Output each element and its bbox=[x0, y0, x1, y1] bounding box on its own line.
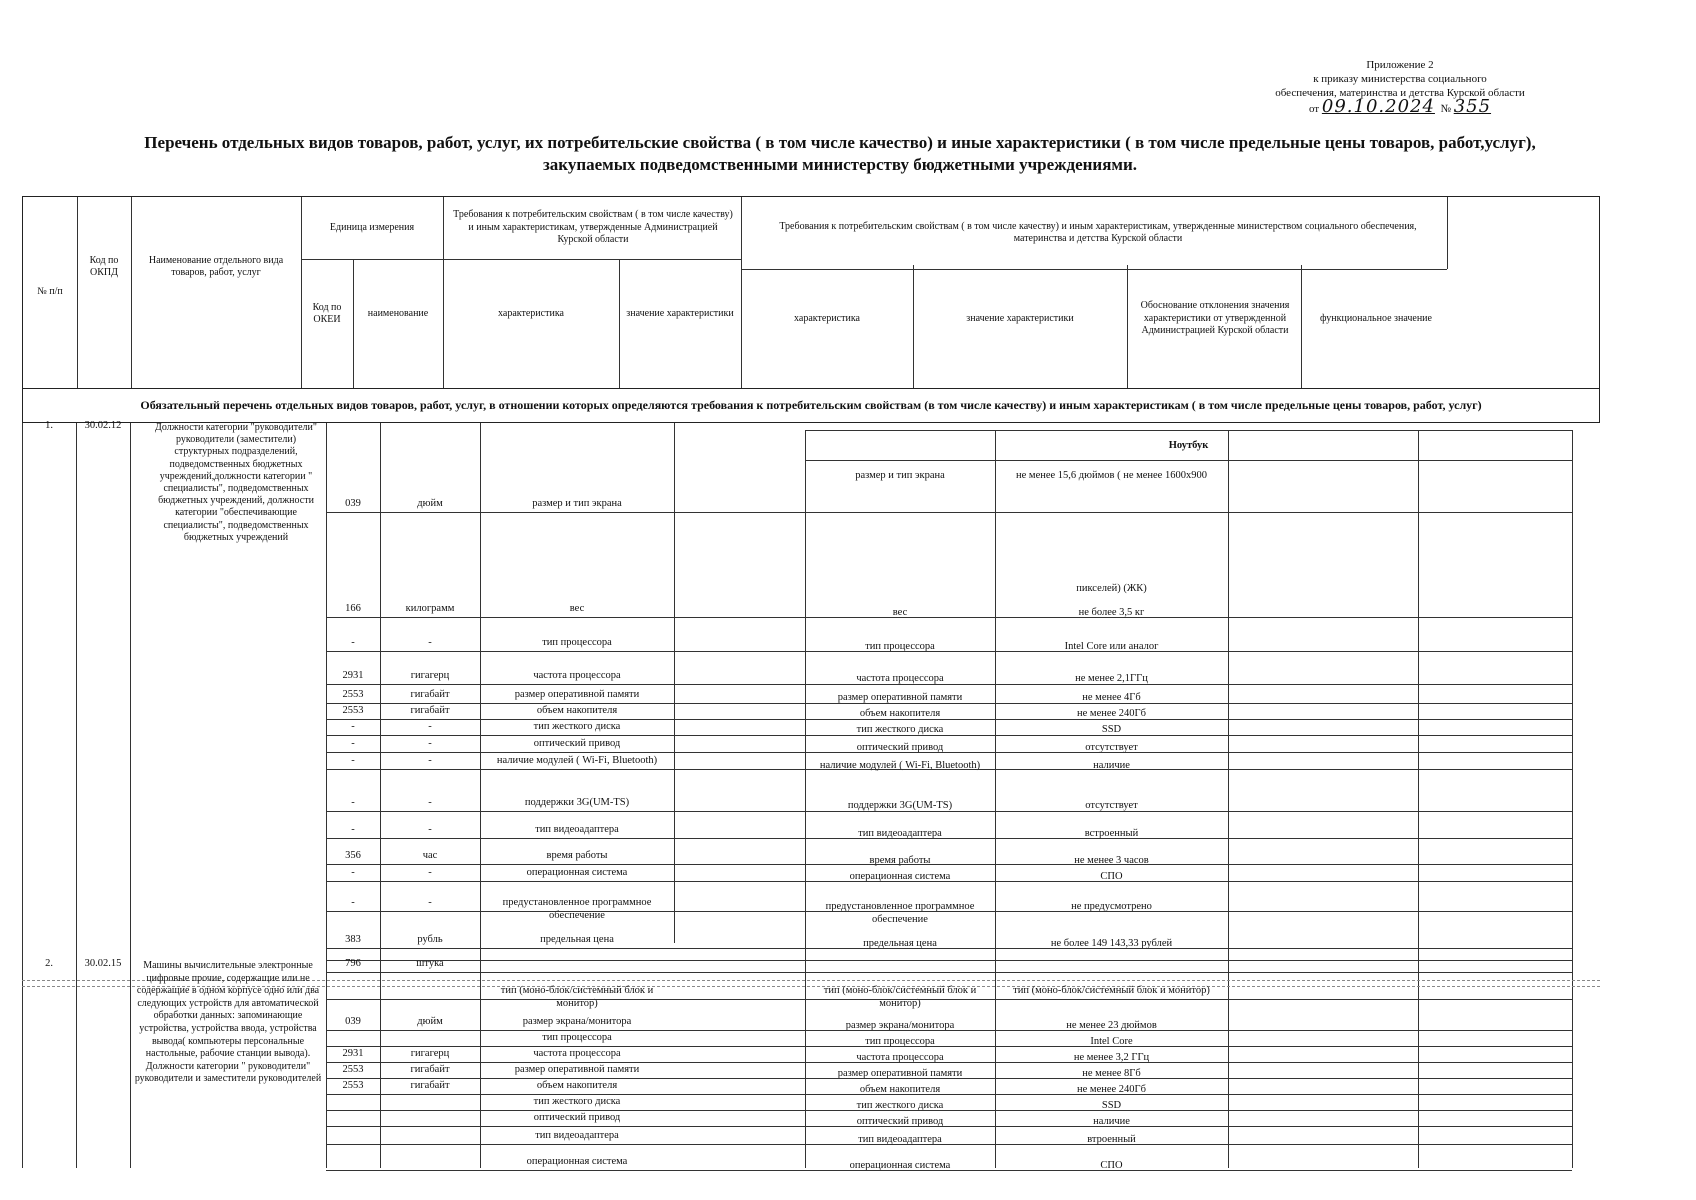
item1-row-3-code: 2931 bbox=[342, 670, 364, 681]
item2-row-10-mval: СПО bbox=[1100, 1160, 1123, 1171]
item1-product-label: Ноутбук bbox=[1168, 440, 1209, 451]
item2-row-2-code: 039 bbox=[345, 1016, 361, 1027]
header-req-admin-val: значение характеристики bbox=[626, 307, 734, 319]
header-req-admin: Требования к потребительским свойствам ( в том числе качеству) и иным характеристикам, утвержденные Администрацией Курской области bbox=[453, 209, 733, 246]
handwritten-date: 09.10.2024 bbox=[1321, 96, 1435, 117]
number-prefix: № bbox=[1440, 103, 1451, 115]
item1-row-9-mchar: поддержки 3G(UM-TS) bbox=[847, 800, 953, 811]
item1-row-11-mchar: время работы bbox=[869, 855, 931, 866]
item1-row-12-mval: СПО bbox=[1100, 871, 1123, 882]
item1-row-11-char: время работы bbox=[546, 850, 608, 861]
item1-row-12-char: операционная система bbox=[526, 867, 628, 878]
handwritten-number: 355 bbox=[1453, 96, 1492, 117]
header-req-min-char: характеристика bbox=[794, 312, 860, 324]
item1-row-8-char: наличие модулей ( Wi-Fi, Bluetooth) bbox=[496, 755, 658, 766]
header-req-min-val: значение характеристики bbox=[966, 312, 1074, 324]
item1-row-5-code: 2553 bbox=[342, 705, 364, 716]
item1-row-4-code: 2553 bbox=[342, 689, 364, 700]
item2-okpd: 30.02.15 bbox=[84, 958, 122, 969]
item2-row-4-code: 2931 bbox=[342, 1048, 364, 1059]
item1-row-5-char: объем накопителя bbox=[536, 705, 618, 716]
appendix-line-2: к приказу министерства социального bbox=[1313, 73, 1487, 85]
item2-row-10-char: операционная система bbox=[526, 1156, 628, 1167]
item1-row-7-unit: - bbox=[428, 738, 432, 749]
item2-row-1-char: тип (моно-блок/системный блок и монитор) bbox=[500, 985, 654, 1009]
item1-row-14-mchar: предельная цена bbox=[863, 938, 937, 949]
item1-row-9-code: - bbox=[351, 797, 355, 808]
item1-name: Должности категории "руководители" руководители (заместители) структурных подразделений, подведомственных бюджетных учреждений,должности категории " специалисты", подведомственных бюджетных учреждений, должности категории "обеспечивающие специалисты", подведомственных бюджетных учреждений bbox=[155, 422, 317, 543]
item2-row-1-mchar: тип (моно-блок/системный блок и монитор) bbox=[823, 985, 977, 1009]
item1-row-0-mval: не менее 15,6 дюймов ( не менее 1600х900 bbox=[1016, 470, 1207, 481]
item2-row-8-mval: наличие bbox=[1093, 1116, 1130, 1127]
item1-row-10-code: - bbox=[351, 824, 355, 835]
item1-row-3-mval: не менее 2,1ГГц bbox=[1075, 673, 1148, 684]
item1-row-1-unit: килограмм bbox=[405, 603, 455, 614]
appendix-line-3: обеспечения, материнства и детства Курской области bbox=[1275, 87, 1525, 99]
appendix-line-1: Приложение 2 bbox=[1366, 59, 1434, 71]
header-functional: функциональное значение bbox=[1320, 312, 1432, 324]
item1-row-11-code: 356 bbox=[345, 850, 361, 861]
item1-row-12-mchar: операционная система bbox=[849, 871, 951, 882]
item1-row-4-char: размер оперативной памяти bbox=[514, 689, 640, 700]
item1-row-0-char: размер и тип экрана bbox=[532, 498, 622, 509]
item1-row-12-unit: - bbox=[428, 867, 432, 878]
item1-row-13-mchar: предустановленное программное обеспечение bbox=[825, 901, 975, 925]
item1-row-7-mval: отсутствует bbox=[1085, 742, 1138, 753]
section-banner: Обязательный перечень отдельных видов товаров, работ, услуг, в отношении которых определяются требования к потребительским свойствам (в том числе качеству) и иным характеристикам ( в том числе предельные цены товаров, работ, услуг) bbox=[22, 389, 1600, 423]
item2-row-10-mchar: операционная система bbox=[849, 1160, 951, 1171]
item1-row-1-char: вес bbox=[569, 603, 585, 614]
item1-row-11-unit: час bbox=[422, 850, 438, 861]
item1-row-13-code: - bbox=[351, 897, 355, 908]
item1-row-8-unit: - bbox=[428, 755, 432, 766]
item2-row-5-mchar: размер оперативной памяти bbox=[837, 1068, 963, 1079]
item2-row-5-code: 2553 bbox=[342, 1064, 364, 1075]
item1-row-13-char: предустановленное программное обеспечение bbox=[502, 897, 652, 921]
item2-row-6-mval: не менее 240Гб bbox=[1077, 1084, 1146, 1095]
item2-row-3-mchar: тип процессора bbox=[865, 1036, 935, 1047]
item2-row-3-char: тип процессора bbox=[542, 1032, 612, 1043]
item1-row-0-mval2: пикселей) (ЖК) bbox=[1076, 583, 1147, 594]
item2-num: 2. bbox=[45, 958, 53, 969]
item1-row-10-mval: встроенный bbox=[1084, 828, 1139, 839]
item2-row-7-mchar: тип жесткого диска bbox=[856, 1100, 944, 1111]
item1-row-4-unit: гигабайт bbox=[410, 689, 450, 700]
header-unit: Единица измерения bbox=[329, 221, 415, 233]
item1-row-6-mval: SSD bbox=[1101, 724, 1122, 735]
item1-row-1-code: 166 bbox=[345, 603, 361, 614]
item1-row-2-code: - bbox=[351, 637, 355, 648]
item1-row-13-unit: - bbox=[428, 897, 432, 908]
item2-row-2-char: размер экрана/монитора bbox=[522, 1016, 632, 1027]
item2-row-9-char: тип видеоадаптера bbox=[535, 1130, 619, 1141]
item1-row-10-mchar: тип видеоадаптера bbox=[858, 828, 942, 839]
item2-row-1-mval: тип (моно-блок/системный блок и монитор) bbox=[1013, 985, 1210, 996]
item2-row-7-char: тип жесткого диска bbox=[533, 1096, 621, 1107]
item1-num: 1. bbox=[45, 420, 53, 431]
item2-row-5-char: размер оперативной памяти bbox=[514, 1064, 640, 1075]
item1-row-2-mval: Intel Core или аналог bbox=[1064, 641, 1159, 652]
item1-row-2-char: тип процессора bbox=[542, 637, 612, 648]
item1-row-14-unit: рубль bbox=[417, 934, 443, 945]
item1-row-8-code: - bbox=[351, 755, 355, 766]
header-okei: Код по ОКЕИ bbox=[312, 301, 342, 325]
item1-row-13-mval: не предусмотрено bbox=[1071, 901, 1152, 912]
item2-row-8-mchar: оптический привод bbox=[856, 1116, 944, 1127]
item1-row-3-char: частота процессора bbox=[533, 670, 621, 681]
item1-row-0-mchar: размер и тип экрана bbox=[855, 470, 945, 481]
item1-okpd: 30.02.12 bbox=[84, 420, 122, 431]
item1-row-6-code: - bbox=[351, 721, 355, 732]
item2-row-5-unit: гигабайт bbox=[410, 1064, 450, 1075]
item2-row-4-unit: гигагерц bbox=[410, 1048, 450, 1059]
item2-row-5-mval: не менее 8Гб bbox=[1082, 1068, 1141, 1079]
item1-row-9-mval: отсутствует bbox=[1085, 800, 1138, 811]
item2-row-2-mval: не менее 23 дюймов bbox=[1066, 1020, 1157, 1031]
item2-row-9-mval: втроенный bbox=[1087, 1134, 1136, 1145]
header-justification: Обоснование отклонения значения характеристики от утвержденной Администрацией Курской области bbox=[1140, 300, 1290, 337]
item2-row-2-mchar: размер экрана/монитора bbox=[845, 1020, 955, 1031]
item2-row-2-unit: дюйм bbox=[417, 1016, 443, 1027]
item1-row-7-code: - bbox=[351, 738, 355, 749]
item2-row-4-char: частота процессора bbox=[533, 1048, 621, 1059]
item2-row-7-mval: SSD bbox=[1101, 1100, 1122, 1111]
header-req-admin-char: характеристика bbox=[498, 307, 564, 319]
item1-row-4-mval: не менее 4Гб bbox=[1082, 692, 1141, 703]
item2-row-4-mchar: частота процессора bbox=[856, 1052, 944, 1063]
item1-row-6-mchar: тип жесткого диска bbox=[856, 724, 944, 735]
item1-row-2-mchar: тип процессора bbox=[865, 641, 935, 652]
item1-row-12-code: - bbox=[351, 867, 355, 878]
item1-row-14-char: предельная цена bbox=[540, 934, 614, 945]
appendix-date-line bbox=[1230, 96, 1570, 117]
item1-row-10-unit: - bbox=[428, 824, 432, 835]
item2-row-0-unit: штука bbox=[416, 958, 444, 969]
item1-row-14-code: 383 bbox=[345, 934, 361, 945]
item1-row-1-mval: не более 3,5 кг bbox=[1078, 607, 1145, 618]
item1-row-0-code: 039 bbox=[345, 498, 361, 509]
item2-row-6-unit: гигабайт bbox=[410, 1080, 450, 1091]
table-header bbox=[22, 196, 1600, 389]
item1-row-5-unit: гигабайт bbox=[410, 705, 450, 716]
item2-name: Машины вычислительные электронные цифровые прочие, содержащие или не содержащие в одном корпусе одно или два следующих устройств для автоматической обработки данных: запоминающие устройства, устройства ввода, устройства вывода( компьютеры персональные настольные, рабочие станции вывода). Должности категории " руководители" руководители и заместители руководителей bbox=[134, 960, 322, 1085]
item1-row-9-unit: - bbox=[428, 797, 432, 808]
item2-row-3-mval: Intel Core bbox=[1090, 1036, 1133, 1047]
item1-row-8-mval: наличие bbox=[1093, 760, 1130, 771]
appendix-block bbox=[1230, 58, 1570, 116]
item1-row-6-unit: - bbox=[428, 721, 432, 732]
header-name: Наименование отдельного вида товаров, работ, услуг bbox=[148, 254, 284, 278]
item1-row-7-char: оптический привод bbox=[533, 738, 621, 749]
header-req-min: Требования к потребительским свойствам ( в том числе качеству) и иным характеристикам, утвержденные министерством социального обеспечения, материнства и детства Курской области bbox=[779, 220, 1417, 244]
item1-row-2-unit: - bbox=[428, 637, 432, 648]
item1-row-0-unit: дюйм bbox=[417, 498, 443, 509]
header-okpd: Код по ОКПД bbox=[89, 254, 119, 278]
item1-row-14-mval: не более 149 143,33 рублей bbox=[1050, 938, 1173, 949]
item2-row-9-mchar: тип видеоадаптера bbox=[858, 1134, 942, 1145]
item2-row-6-code: 2553 bbox=[342, 1080, 364, 1091]
item2-row-0-code: 796 bbox=[345, 958, 361, 969]
item2-row-4-mval: не менее 3,2 ГГц bbox=[1073, 1052, 1150, 1063]
item1-row-3-mchar: частота процессора bbox=[856, 673, 944, 684]
header-num: № п/п bbox=[37, 285, 63, 297]
item1-row-11-mval: не менее 3 часов bbox=[1074, 855, 1149, 866]
item1-row-5-mval: не менее 240Гб bbox=[1077, 708, 1146, 719]
item1-row-3-unit: гигагерц bbox=[410, 670, 450, 681]
item1-row-7-mchar: оптический привод bbox=[856, 742, 944, 753]
item1-row-4-mchar: размер оперативной памяти bbox=[837, 692, 963, 703]
item1-row-8-mchar: наличие модулей ( Wi-Fi, Bluetooth) bbox=[819, 760, 981, 771]
header-unit-name: наименование bbox=[367, 307, 429, 319]
item2-row-6-char: объем накопителя bbox=[536, 1080, 618, 1091]
item2-row-6-mchar: объем накопителя bbox=[859, 1084, 941, 1095]
item2-row-8-char: оптический привод bbox=[533, 1112, 621, 1123]
item1-row-6-char: тип жесткого диска bbox=[533, 721, 621, 732]
item1-row-5-mchar: объем накопителя bbox=[859, 708, 941, 719]
title-line-2: закупаемых подведомственными министерству бюджетными учреждениями. bbox=[542, 155, 1138, 174]
date-prefix: от bbox=[1308, 103, 1320, 115]
title-line-1: Перечень отдельных видов товаров, работ, услуг, их потребительские свойства ( в том числе качество) и иные характеристики ( в том числе предельные цены товаров, работ,услуг), bbox=[144, 133, 1536, 152]
item1-row-9-char: поддержки 3G(UM-TS) bbox=[524, 797, 630, 808]
item1-row-1-mchar: вес bbox=[892, 607, 908, 618]
document-title bbox=[40, 132, 1640, 176]
item1-row-10-char: тип видеоадаптера bbox=[535, 824, 619, 835]
